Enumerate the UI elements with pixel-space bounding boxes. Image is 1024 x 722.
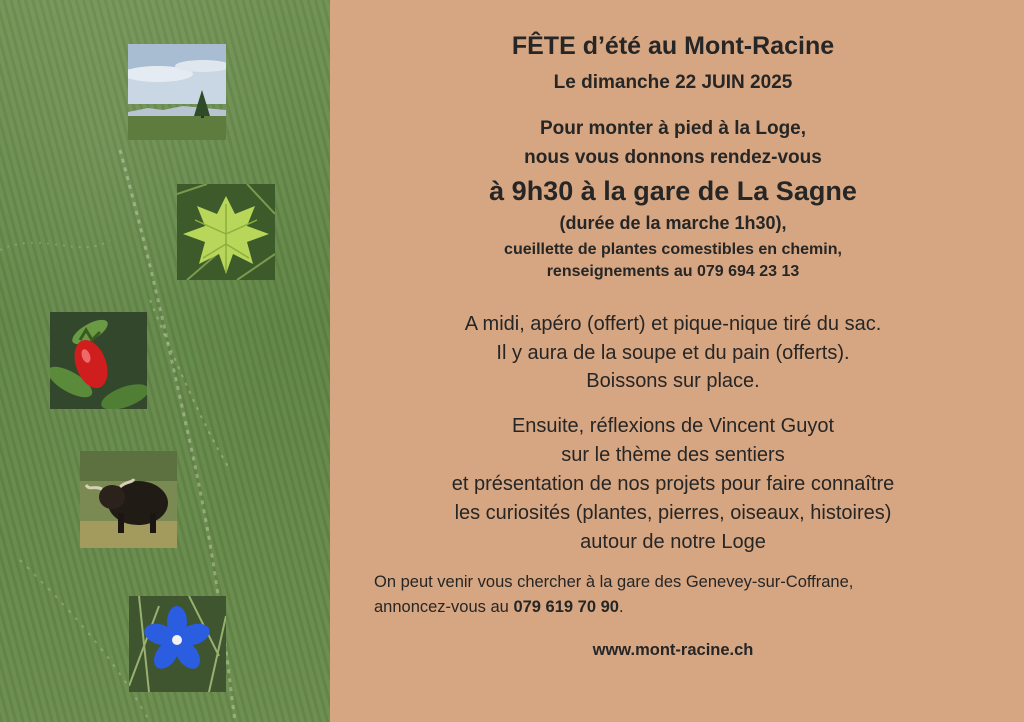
after-line-4: les curiosités (plantes, pierres, oiseaux, histoires) [454,502,892,524]
grass-background [0,0,330,722]
midday-line-3: Boissons sur place. [586,370,760,392]
pickup-suffix: . [618,598,624,616]
after-line-1: Ensuite, réflexions de Vincent Guyot [511,415,835,437]
maple-leaf-photo [177,184,275,280]
event-title: FÊTE d’été au Mont-Racine [511,32,835,60]
meeting-line-1: Pour monter à pied à la Loge, [539,118,807,139]
yak-photo [80,451,177,548]
after-line-5: autour de notre Loge [580,531,766,553]
pickup-prefix: annoncez-vous au [374,598,514,616]
website-link[interactable]: www.mont-racine.ch [592,641,754,659]
midday-line-1: A midi, apéro (offert) et pique-nique tiré du sac. [464,313,882,335]
event-date: Le dimanche 22 JUIN 2025 [553,72,793,93]
info-panel [330,0,1024,722]
pickup-line-2 [374,598,624,617]
landscape-photo [128,44,226,140]
meeting-time-place: à 9h30 à la gare de La Sagne [489,176,857,206]
pickup-phone: 079 619 70 90 [513,598,619,616]
midday-line-2: Il y aura de la soupe et du pain (offerts). [496,342,850,364]
after-line-2: sur le thème des sentiers [561,444,785,466]
pickup-line-1: On peut venir vous chercher à la gare des Genevey-sur-Coffrane, [374,573,854,591]
info-phone: renseignements au 079 694 23 13 [546,263,800,280]
meeting-line-2: nous vous donnons rendez-vous [524,147,822,168]
gentian-photo [129,596,226,692]
rosehip-photo [50,312,147,409]
after-line-3: et présentation de nos projets pour faire connaître [451,473,895,495]
walk-duration: (durée de la marche 1h30), [559,213,787,233]
plant-gathering: cueillette de plantes comestibles en chemin, [504,241,842,258]
